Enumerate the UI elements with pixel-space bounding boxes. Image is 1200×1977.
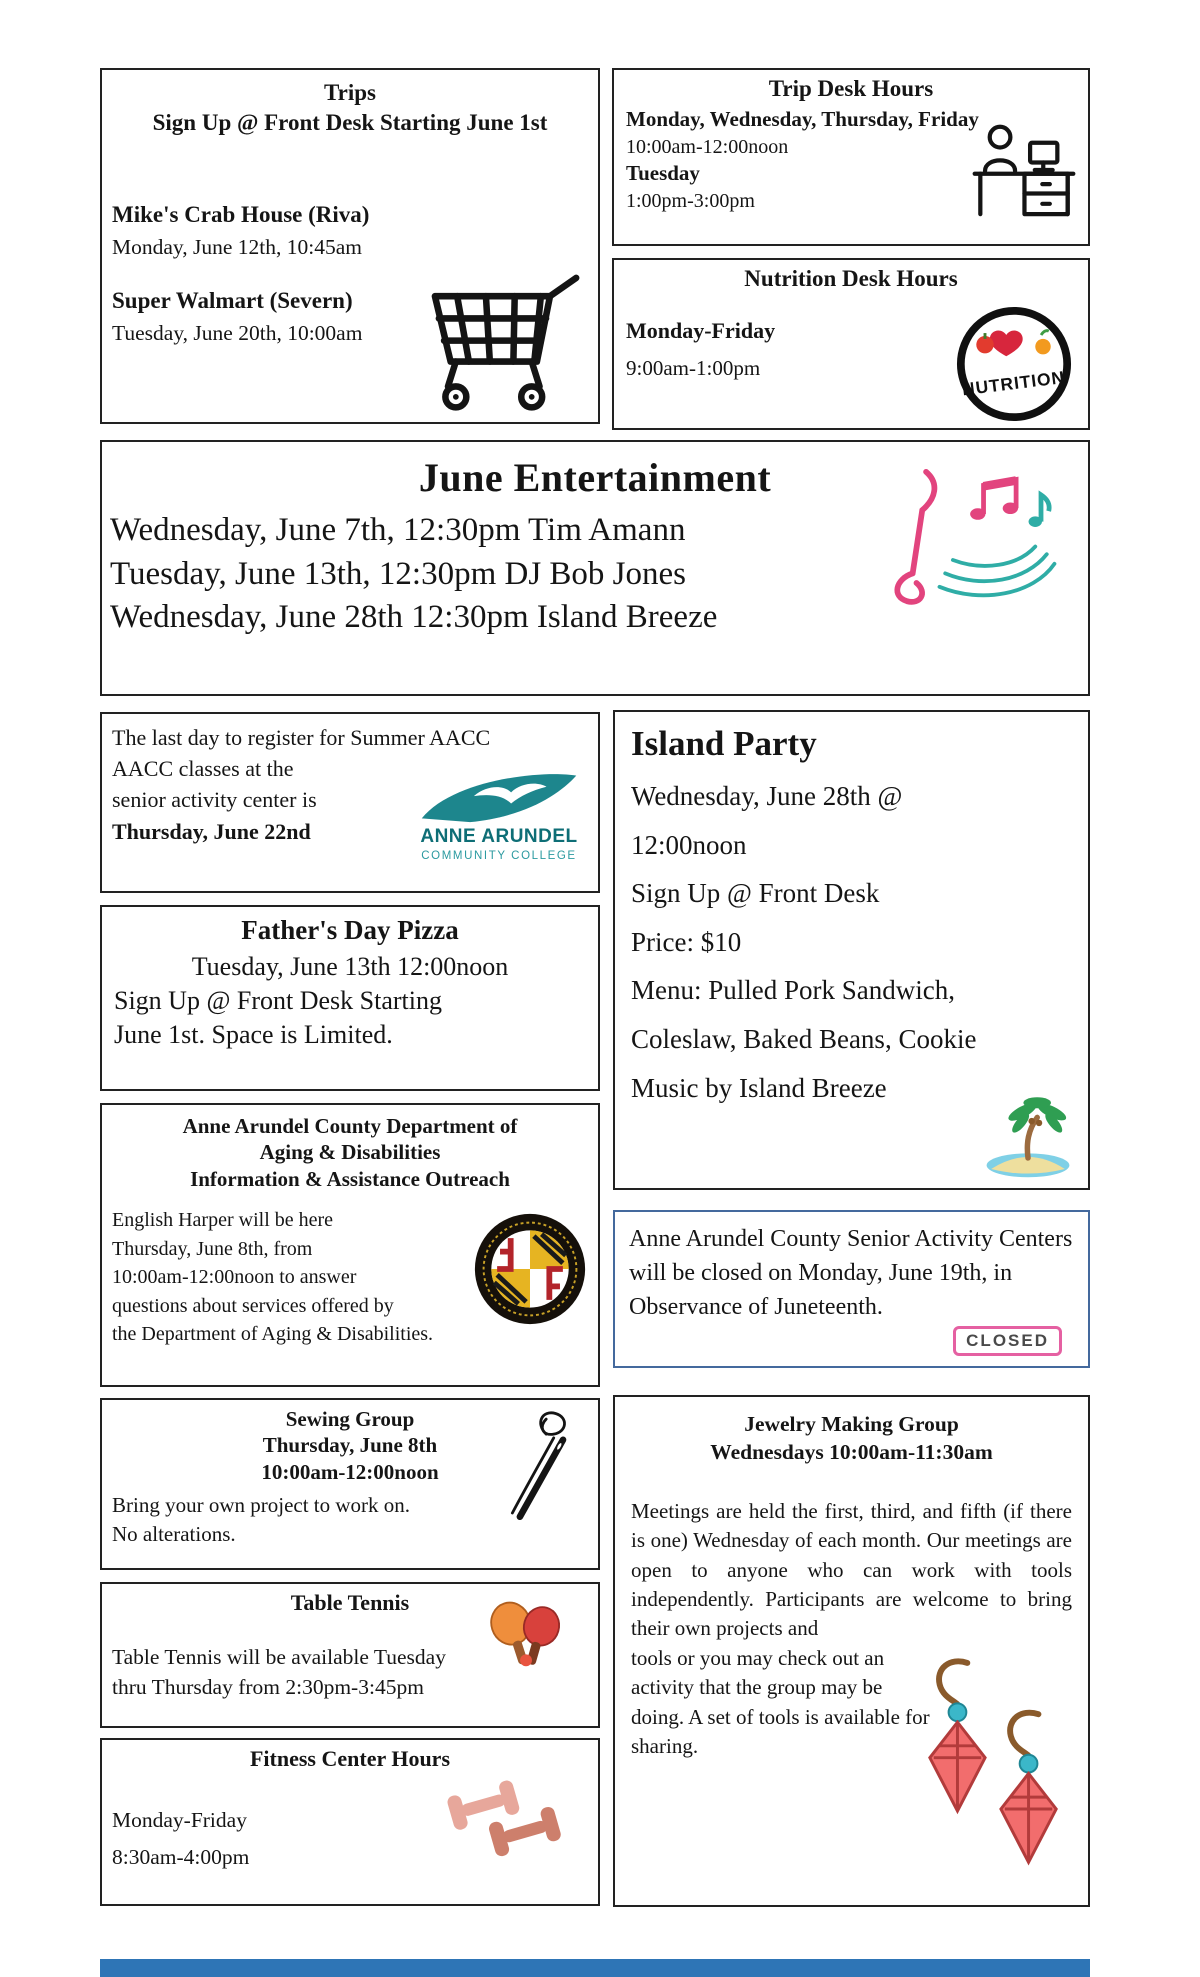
jewelry-group-box (613, 1395, 1090, 1907)
aacc-registration-box (100, 712, 600, 893)
fitness-hours: 8:30am-4:00pm (112, 1845, 250, 1869)
aacc-logo-name: ANNE ARUNDEL (420, 826, 578, 847)
fathers-day-datetime: Tuesday, June 13th 12:00noon (191, 952, 509, 981)
aging-body-line: the Department of Aging & Disabilities. (112, 1322, 434, 1345)
jewelry-schedule: Wednesdays 10:00am-11:30am (710, 1439, 993, 1464)
fathers-day-signup: Sign Up @ Front Desk Starting (114, 985, 443, 1015)
trip-datetime: Tuesday, June 20th, 10:00am (112, 320, 363, 345)
sewing-body-line: No alterations. (112, 1521, 236, 1546)
trip-datetime: Monday, June 12th, 10:45am (112, 234, 363, 259)
closed-sign (953, 1326, 1062, 1356)
trip-desk-days: Tuesday (626, 161, 700, 186)
island-party-line: Price: $10 (631, 926, 742, 957)
island-party-title: Island Party (631, 724, 817, 763)
trips-title: Trips (324, 80, 376, 105)
aacc-logo-mark (411, 770, 587, 824)
island-party-line: Sign Up @ Front Desk (631, 878, 880, 909)
trip-destination: Super Walmart (Severn) (112, 287, 353, 313)
fathers-day-pizza-box (100, 905, 600, 1091)
fitness-title: Fitness Center Hours (249, 1746, 451, 1771)
june-entertainment-box (100, 440, 1090, 696)
juneteenth-notice: Anne Arundel County Senior Activity Centers will be closed on Monday, June 19th, in Observance of Juneteenth. (629, 1226, 1073, 1321)
aging-title-line: Anne Arundel County Department of (182, 1114, 518, 1138)
trips-subtitle: Sign Up @ Front Desk Starting June 1st (152, 109, 548, 135)
fitness-center-box (100, 1738, 600, 1906)
footer-accent-bar (100, 1959, 1090, 1977)
sewing-group-box (100, 1398, 600, 1570)
trip-desk-hours: 10:00am-12:00noon (626, 135, 789, 158)
entertainment-event: Tuesday, June 13th, 12:30pm DJ Bob Jones (110, 555, 687, 592)
entertainment-event: Wednesday, June 28th 12:30pm Island Breeze (110, 599, 718, 636)
shopping-cart-icon (414, 264, 584, 416)
juneteenth-closure-box (613, 1210, 1090, 1368)
paddles-icon (480, 1594, 572, 1676)
aging-body-line: Thursday, June 8th, from (112, 1237, 313, 1260)
sewing-date: Thursday, June 8th (262, 1433, 438, 1458)
nutrition-desk-days: Monday-Friday (626, 318, 776, 343)
nutrition-badge-label: NUTRITION (960, 366, 1067, 400)
entertainment-title: June Entertainment (418, 455, 772, 500)
table-tennis-line: Table Tennis will be available Tuesday (112, 1645, 446, 1669)
aacc-text-line: AACC classes at the (112, 756, 294, 782)
table-tennis-line: thru Thursday from 2:30pm-3:45pm (112, 1675, 424, 1700)
earrings-icon (910, 1655, 1078, 1887)
nutrition-logo-icon (956, 306, 1072, 422)
island-party-line: Music by Island Breeze (631, 1072, 887, 1103)
palm-island-icon (980, 1088, 1076, 1180)
aging-title-line: Aging & Disabilities (259, 1140, 441, 1165)
sewing-body-line: Bring your own project to work on. (112, 1493, 411, 1518)
table-tennis-box (100, 1582, 600, 1728)
island-party-line: Wednesday, June 28th @ (631, 781, 903, 811)
reception-desk-icon (970, 116, 1078, 224)
table-tennis-title: Table Tennis (290, 1590, 410, 1615)
aacc-deadline: Thursday, June 22nd (112, 818, 311, 844)
closed-sign-label: CLOSED (966, 1331, 1049, 1350)
aacc-logo (408, 770, 590, 862)
trip-desk-hours-box (612, 68, 1090, 246)
trip-desk-days: Monday, Wednesday, Thursday, Friday (626, 107, 979, 131)
aging-title-line: Information & Assistance Outreach (190, 1166, 510, 1191)
county-seal-icon (472, 1211, 588, 1327)
fathers-day-note: June 1st. Space is Limited. (114, 1019, 393, 1049)
island-party-line: Coleslaw, Baked Beans, Cookie (631, 1023, 977, 1054)
aging-body-line: English Harper will be here (112, 1209, 334, 1232)
sewing-time: 10:00am-12:00noon (261, 1459, 439, 1484)
aacc-text-line: senior activity center is (112, 787, 317, 813)
aging-body-line: 10:00am-12:00noon to answer (112, 1266, 357, 1289)
aacc-text-line: The last day to register for Summer AACC (112, 725, 491, 750)
music-notes-icon (882, 458, 1064, 616)
trip-destination: Mike's Crab House (Riva) (112, 201, 370, 227)
aging-outreach-box (100, 1103, 600, 1387)
trips-box (100, 68, 600, 424)
aging-body-line: questions about services offered by (112, 1294, 394, 1317)
entertainment-event: Wednesday, June 7th, 12:30pm Tim Amann (110, 512, 686, 548)
fitness-days: Monday-Friday (112, 1808, 247, 1832)
jewelry-body-part2: tools or you may check out an activity that the group may be doing. A set of tools is available for sharing. (631, 1645, 930, 1758)
island-party-box (613, 710, 1090, 1190)
sewing-title: Sewing Group (285, 1407, 415, 1431)
trip-desk-hours: 1:00pm-3:00pm (626, 189, 755, 212)
island-party-line: Menu: Pulled Pork Sandwich, (631, 975, 955, 1006)
needle-thread-icon (500, 1406, 582, 1528)
jewelry-body-part1: Meetings are held the first, third, and fifth (if there is one) Wednesday of each month. Our meetings are open to anyone who can work with tools independently. Participants are welcome to bring their own projects and (631, 1498, 1072, 1641)
aacc-logo-subname: COMMUNITY COLLEGE (421, 850, 577, 862)
island-party-line: 12:00noon (631, 829, 747, 860)
nutrition-desk-title: Nutrition Desk Hours (744, 266, 958, 291)
trip-desk-title: Trip Desk Hours (768, 76, 934, 101)
jewelry-title: Jewelry Making Group (744, 1412, 959, 1436)
trip-item (112, 202, 588, 260)
dumbbells-icon (438, 1766, 570, 1866)
fathers-day-title: Father's Day Pizza (241, 915, 459, 945)
nutrition-desk-hours-box (612, 258, 1090, 430)
nutrition-desk-hours: 9:00am-1:00pm (626, 356, 761, 380)
